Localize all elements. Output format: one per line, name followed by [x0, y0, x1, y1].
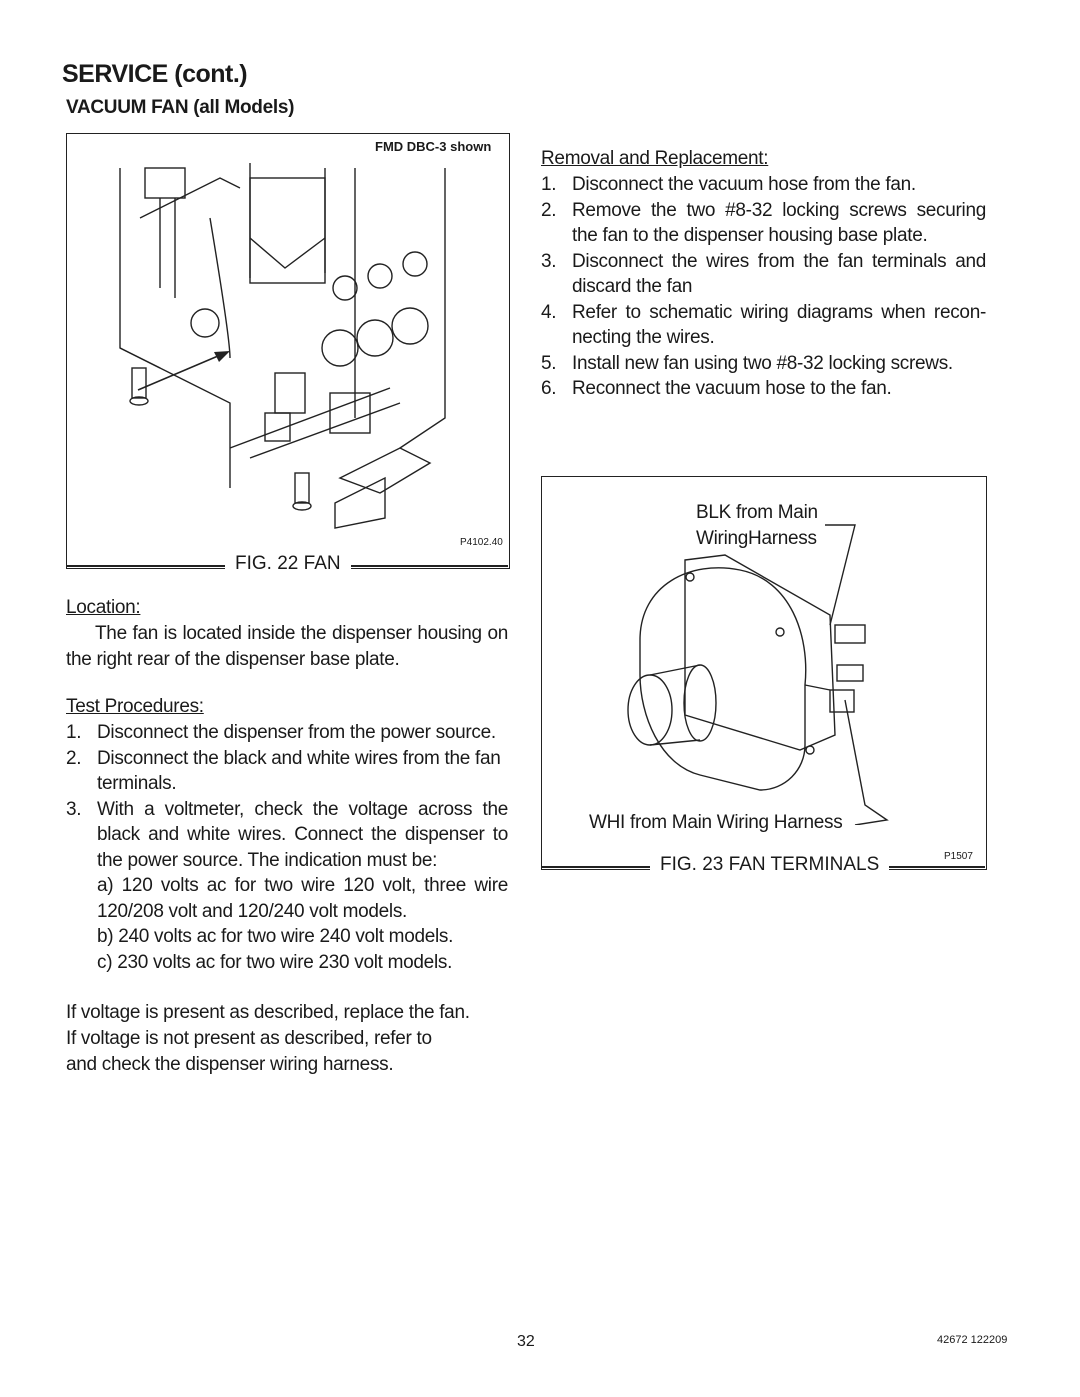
test-step-1 [66, 720, 508, 746]
dispenser-illustration [100, 158, 460, 530]
step-number: 2. [66, 747, 82, 769]
step-number: 3. [66, 798, 82, 820]
blk-label-line2: WiringHarness [696, 528, 817, 549]
removal-step-2 [541, 198, 986, 249]
step-number: 4. [541, 301, 557, 323]
result-absent-line2 [66, 1052, 508, 1078]
step-number: 3. [541, 250, 557, 272]
step-text: Install new fan using two #8-32 locking screws. [572, 352, 953, 374]
figure-23-code: P1507 [944, 851, 973, 862]
step-text: Disconnect the black and white wires from the fan terminals. [97, 747, 501, 794]
removal-step-4 [541, 300, 986, 351]
location-heading: Location: [66, 597, 141, 618]
section-title: VACUUM FAN (all Models) [66, 97, 295, 118]
figure-22-model-label: FMD DBC-3 shown [375, 139, 492, 154]
result-absent-text: If voltage is not present as described, refer to [66, 1028, 432, 1049]
blk-label-line1: BLK from Main [696, 502, 818, 523]
removal-step-3 [541, 249, 986, 300]
page-number: 32 [517, 1333, 535, 1350]
removal-steps [541, 172, 986, 402]
result-absent-text-2: and check the dispenser wiring harness. [66, 1054, 394, 1075]
step-text: Disconnect the vacuum hose from the fan. [572, 174, 916, 195]
step-text: Remove the two #8-32 locking screws securing the fan to the dispenser housing base plate. [572, 199, 986, 246]
test-substeps [66, 873, 508, 975]
removal-heading: Removal and Replacement: [541, 148, 769, 169]
substep-b: b) 240 volts ac for two wire 240 volt models. [97, 926, 454, 947]
figure-22-caption: FIG. 22 FAN [225, 553, 351, 575]
step-text: With a voltmeter, check the voltage across the black and white wires. Connect the dispenser to the power source. The indication must be: [97, 798, 508, 871]
figure-23-caption: FIG. 23 FAN TERMINALS [650, 854, 889, 876]
result-absent-line1 [66, 1026, 516, 1052]
removal-step-1 [541, 172, 986, 198]
step-number: 1. [541, 174, 557, 195]
result-present: If voltage is present as described, replace the fan. [66, 1002, 470, 1023]
figure-22-code: P4102.40 [460, 537, 503, 548]
step-text: Disconnect the dispenser from the power source. [97, 722, 496, 743]
step-text: Reconnect the vacuum hose to the fan. [572, 378, 892, 399]
document-code: 42672 122209 [937, 1334, 1008, 1346]
step-number: 5. [541, 352, 557, 374]
removal-step-5 [541, 351, 986, 377]
removal-step-6 [541, 376, 986, 402]
step-text: Disconnect the wires from the fan terminals and discard the fan [572, 250, 986, 297]
test-step-2 [66, 746, 508, 797]
step-text: Refer to schematic wiring diagrams when recon- necting the wires. [572, 301, 986, 348]
location-text [66, 621, 508, 672]
whi-label: WHI from Main Wiring Harness [589, 812, 843, 833]
test-step-3 [66, 797, 508, 874]
substep-c: c) 230 volts ac for two wire 230 volt models. [97, 951, 453, 973]
test-steps [66, 720, 508, 975]
substep-a: a) 120 volts ac for two wire 120 volt, three wire 120/208 volt and 120/240 volt models. [97, 875, 508, 922]
step-number: 1. [66, 722, 82, 743]
location-text-content: The fan is located inside the dispenser housing on the right rear of the dispenser base plate. [66, 623, 508, 670]
test-procedures-heading: Test Procedures: [66, 696, 204, 717]
step-number: 2. [541, 199, 557, 221]
fan-illustration [600, 515, 900, 825]
step-number: 6. [541, 378, 557, 399]
page-title: SERVICE (cont.) [62, 60, 248, 88]
